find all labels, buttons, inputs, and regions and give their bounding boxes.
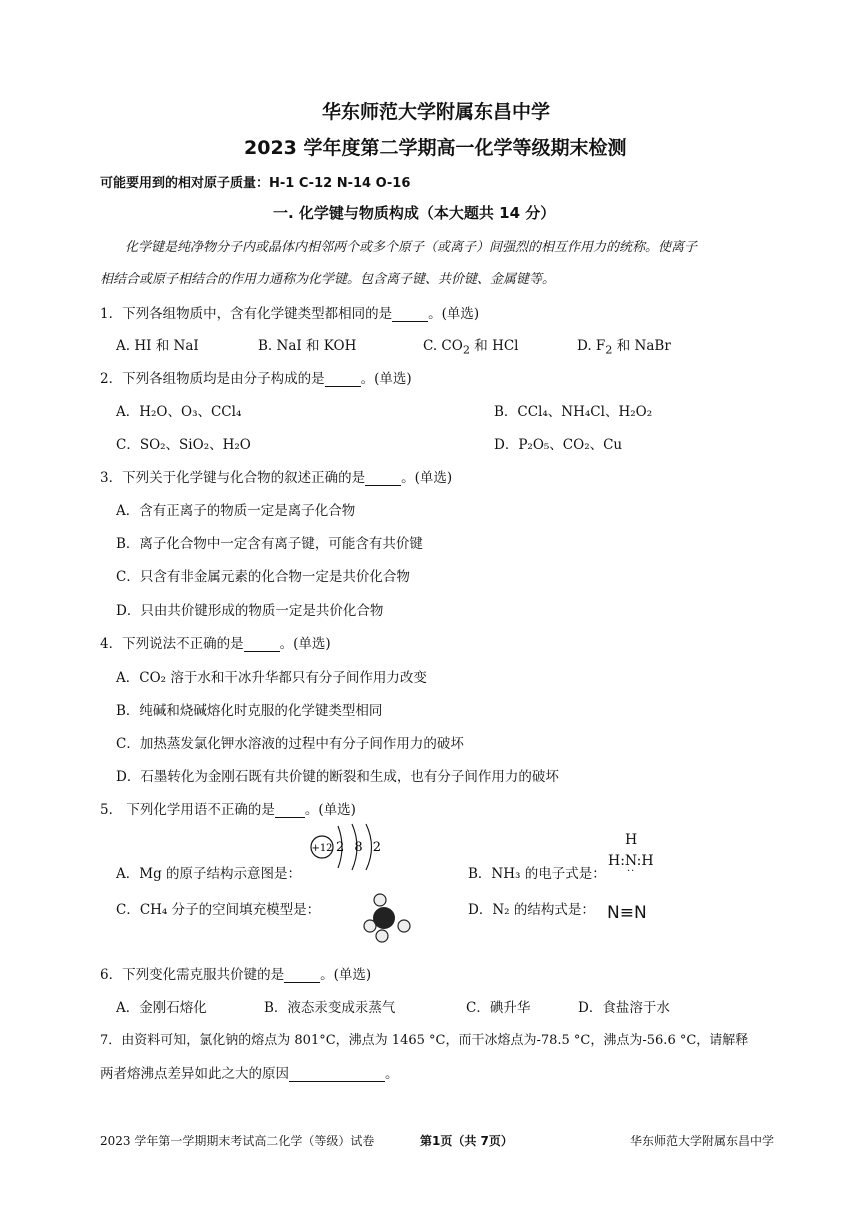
footer-left: 2023 学年第一学期期末考试高二化学（等级）试卷 [100, 1134, 375, 1148]
q5-stem [100, 798, 356, 818]
school-title: 华东师范大学附属东昌中学 [322, 101, 551, 123]
ch4-space-filling-model [360, 892, 416, 946]
q7-line1: 7．由资料可知，氯化钠的熔点为 801°C，沸点为 1465 °C，而干冰熔点为-78.5 °C，沸点为-56.6 °C，请解释 [100, 1033, 749, 1048]
ch4-c-atom [373, 907, 395, 929]
q6-answer-blank[interactable] [284, 968, 320, 983]
q3-option-a: A．含有正离子的物质一定是离子化合物 [116, 503, 356, 519]
q1-option-c-pre: C. CO [423, 338, 463, 354]
footer-right: 华东师范大学附属东昌中学 [630, 1134, 775, 1148]
ch4-h-atom-4 [376, 930, 388, 942]
q3-stem-text: 3．下列关于化学键与化合物的叙述正确的是 [100, 470, 366, 486]
q4-option-b: B．纯碱和烧碱熔化时克服的化学键类型相同 [116, 703, 383, 719]
q1-option-c-post: 和 HCl [470, 338, 519, 354]
q1-option-c [423, 334, 519, 357]
q4-option-c: C．加热蒸发氯化钾水溶液的过程中有分子间作用力的破坏 [116, 736, 464, 752]
q6-option-c: C．碘升华 [466, 1000, 531, 1016]
q4-stem-text: 4．下列说法不正确的是 [100, 636, 244, 652]
mg-atom-structure-diagram [308, 822, 390, 874]
q4-answer-blank[interactable] [244, 637, 280, 652]
q2-option-c: C．SO₂、SiO₂、H₂O [116, 437, 251, 453]
q3-stem-suffix: 。(单选) [401, 470, 453, 486]
n2-structural-formula: N≡N [607, 903, 647, 923]
q5-option-b: B．NH₃ 的电子式是： [468, 866, 606, 882]
q2-option-b: B．CCl₄、NH₄Cl、H₂O₂ [494, 404, 653, 420]
q4-option-d: D．石墨转化为金刚石既有共价键的断裂和生成，也有分子间作用力的破坏 [116, 769, 559, 785]
footer-page-number: 第1页（共 7页） [420, 1134, 513, 1148]
q5-option-d: D．N₂ 的结构式是： [468, 902, 595, 918]
q7-line2-text: 两者熔沸点差异如此之大的原因 [100, 1066, 289, 1082]
q2-stem-text: 2．下列各组物质均是由分子构成的是 [100, 371, 325, 387]
q2-stem-suffix: 。(单选) [360, 371, 412, 387]
nh3-lone-pair: ·· [627, 866, 636, 877]
q3-stem [100, 466, 452, 486]
q2-option-d: D．P₂O₅、CO₂、Cu [494, 437, 623, 453]
q6-stem-text: 6．下列变化需克服共价键的是 [100, 967, 285, 983]
section-heading: 一. 化学键与物质构成（本大题共 14 分） [273, 204, 556, 222]
q2-option-a: A．H₂O、O₃、CCl₄ [116, 404, 242, 420]
q6-stem-suffix: 。(单选) [320, 967, 372, 983]
exam-title: 2023 学年度第二学期高一化学等级期末检测 [244, 137, 627, 159]
q7-answer-blank[interactable] [289, 1067, 385, 1082]
section-intro-line2: 相结合或原子相结合的作用力通称为化学键。包含离子键、共价键、金属键等。 [100, 272, 556, 287]
q1-option-d [577, 334, 671, 357]
q5-answer-blank[interactable] [275, 803, 305, 818]
q1-option-c-sub: 2 [462, 343, 470, 357]
q1-stem [100, 302, 479, 322]
q4-stem-suffix: 。(单选) [279, 636, 331, 652]
q1-stem-suffix: 。(单选) [428, 306, 480, 322]
nh3-electron-formula: H:N:H [608, 853, 654, 869]
q2-stem [100, 367, 412, 387]
q7-line2-suffix: 。 [385, 1066, 399, 1082]
section-intro-line1: 化学键是纯净物分子内或晶体内相邻两个或多个原子（或离子）间强烈的相互作用力的统称。使离子 [125, 240, 698, 255]
q7-line2 [100, 1062, 399, 1082]
q5-stem-text: 5． 下列化学用语不正确的是 [100, 802, 275, 818]
q1-option-d-pre: D. F [577, 338, 606, 354]
q1-option-d-sub: 2 [605, 343, 613, 357]
q6-option-a: A．金刚石熔化 [116, 1000, 207, 1016]
mg-nucleus-charge: +12 [311, 843, 333, 854]
q2-answer-blank[interactable] [325, 372, 361, 387]
q1-option-d-post: 和 NaBr [612, 338, 671, 354]
ch4-h-atom-1 [374, 894, 386, 906]
q4-stem [100, 632, 331, 652]
q1-option-b: B. NaI 和 KOH [258, 338, 357, 354]
q1-answer-blank[interactable] [392, 307, 428, 322]
q3-option-b: B．离子化合物中一定含有离子键，可能含有共价键 [116, 536, 423, 552]
q6-option-b: B．液态汞变成汞蒸气 [264, 1000, 396, 1016]
q4-option-a: A．CO₂ 溶于水和干冰升华都只有分子间作用力改变 [116, 670, 427, 686]
mg-shell-electrons: 2 8 2 [336, 840, 385, 855]
nh3-top-h: H [625, 832, 638, 848]
ch4-h-atom-3 [398, 920, 410, 932]
q3-option-d: D．只由共价键形成的物质一定是共价化合物 [116, 603, 384, 619]
q6-option-d: D．食盐溶于水 [578, 1000, 670, 1016]
q3-answer-blank[interactable] [365, 471, 401, 486]
q1-stem-text: 1．下列各组物质中，含有化学键类型都相同的是 [100, 306, 393, 322]
atomic-masses: 可能要用到的相对原子质量：H-1 C-12 N-14 O-16 [100, 176, 411, 191]
q3-option-c: C．只含有非金属元素的化合物一定是共价化合物 [116, 569, 410, 585]
q5-option-c: C．CH₄ 分子的空间填充模型是： [116, 902, 321, 918]
q1-option-a: A. HI 和 NaI [116, 338, 199, 354]
q6-stem [100, 963, 371, 983]
q5-stem-suffix: 。(单选) [304, 802, 356, 818]
q5-option-a: A．Mg 的原子结构示意图是： [116, 866, 302, 882]
